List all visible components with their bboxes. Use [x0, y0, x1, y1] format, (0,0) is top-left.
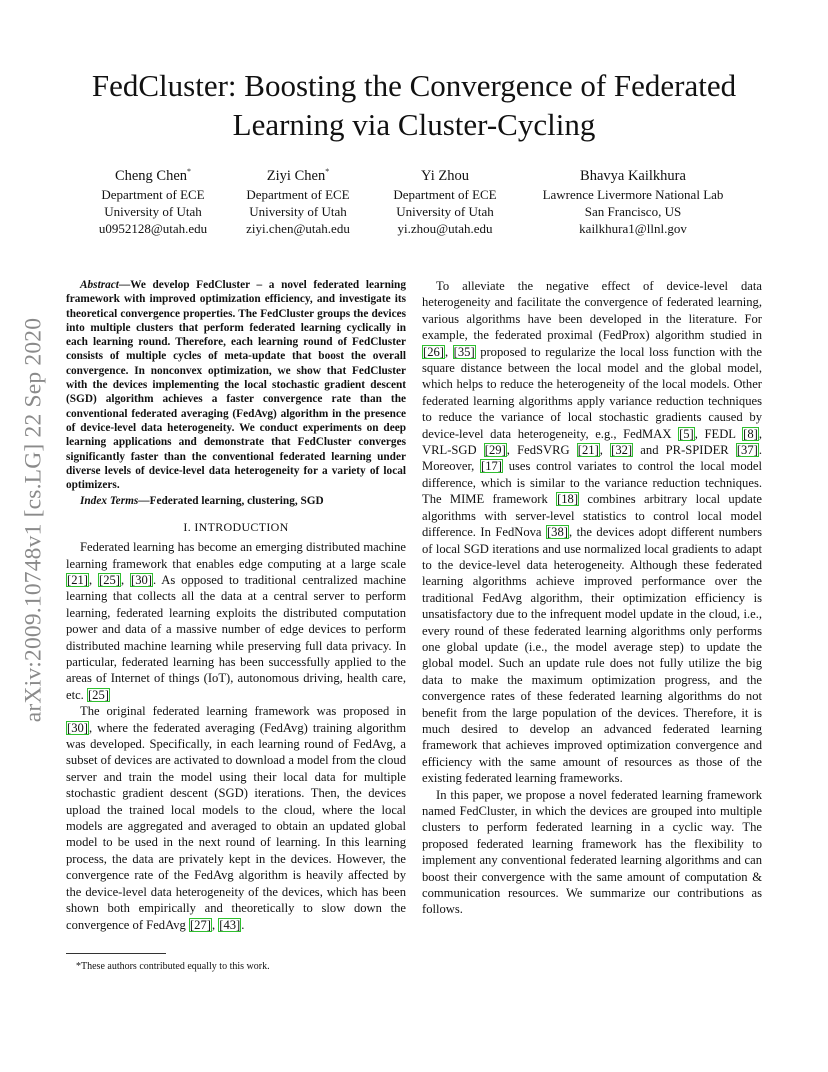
citation-link[interactable]: [30]: [67, 720, 88, 735]
paragraph: The original federated learning framework was proposed in [30], where the federated averaging (FedAvg) training algorithm was developed. Specifically, in each learning round of FedAvg, a subset of devices are activated to download a model from the cloud server and train the model using their local data for multiple stochastic gradient descent (SGD) iterations. Then, the devices upload the trained local models to the cloud, where the local models are aggregated and averaged to obtain an updated global model to be used in the next round of learning. In this learning process, the data are privately kept in the devices. However, the convergence rate of the FedAvg algorithm is heavily affected by the device-level data heterogeneity of the devices, which has been shown both empirically and theoretically to slow down the convergence of FedAvg [27], [43].: [66, 704, 406, 932]
section-heading: I. INTRODUCTION: [183, 519, 289, 534]
right-column: [422, 278, 762, 918]
footnote-divider: [66, 953, 166, 954]
author-institution: University of Utah: [249, 203, 347, 219]
paragraph: To alleviate the negative effect of device-level data heterogeneity and facilitate the convergence of federated learning, various algorithms have been developed in the literature. For example, the federated proximal (FedProx) algorithm studied in [26], [35] proposed to regularize the local loss function with the square distance between the local model and the global model, which helps to reduce the heterogeneity of the local models. Other federated learning algorithms apply variance reduction techniques to reduce the variance of local stochastic gradients caused by device-level data heterogeneity, e.g., FedMAX [5], FEDL [8], VRL-SGD [29], FedSVRG [21], [32] and PR-SPIDER [37]. Moreover, [17] uses control variates to control the local model difference, which is similar to the variance reduction techniques. The MIME framework [18] combines arbitrary local update algorithms with server-level statistics to control local model difference. In FedNova [38], the devices adopt different numbers of local SGD iterations and use normalized local gradients to adapt to the device-level data heterogeneity. Although these federated learning algorithms achieve improved performance over the traditional FedAvg algorithm, their optimization efficiency is unsatisfactory due to the infrequent model update in the cloud, i.e., every round of these federated learning algorithms only performs one global update (i.e., the model average step) to update the global model. Such an update rule does not fully utilize the big data to make the maximum optimization progress, and the convergence rates of these federated learning algorithms do not benefit from the large population of the devices. Therefore, it is much desired to develop an advanced federated learning framework that achieves improved optimization convergence and efficiency with the same amount of resources as those of the existing federated learning frameworks.: [422, 279, 763, 786]
author-email: ziyi.chen@utah.edu: [246, 220, 350, 236]
citation-link[interactable]: [30]: [131, 572, 152, 587]
author-email: yi.zhou@utah.edu: [397, 220, 493, 236]
author-affiliation: Department of ECE: [101, 186, 205, 202]
author-affiliation: Lawrence Livermore National Lab: [542, 186, 724, 202]
citation-link[interactable]: [25]: [99, 572, 120, 587]
footnote: *These authors contributed equally to this work.: [76, 961, 270, 972]
author-affiliation: Department of ECE: [246, 186, 350, 202]
author-block: [382, 162, 508, 237]
paper-title: FedCluster: Boosting the Convergence of Federated Learning via Cluster-Cycling: [91, 68, 737, 142]
citation-link[interactable]: [29]: [484, 443, 506, 458]
paragraph: Federated learning has become an emerging distributed machine learning framework that enables edge computing at a large scale [21], [25], [30]. As opposed to traditional centralized machine learning that collects all the data at a central server to perform learning, federated learning exploits the distributed computation power and data of a massive number of edge devices to perform distributed machine learning while preserving full data privacy. In particular, federated learning has been successfully applied to the areas of Internet of things (IoT), autonomous driving, health care, etc. [25]: [66, 540, 407, 702]
author-name: Bhavya Kailkhura: [580, 167, 686, 184]
arxiv-sidebar-stamp: [8, 285, 60, 755]
author-email: u0952128@utah.edu: [98, 220, 208, 236]
citation-link[interactable]: [27]: [189, 917, 211, 932]
left-column: [66, 278, 406, 933]
author-name: Cheng Chen*: [114, 167, 192, 184]
author-institution: University of Utah: [396, 203, 494, 219]
citation-link[interactable]: [35]: [453, 344, 475, 359]
citation-link[interactable]: [21]: [67, 572, 88, 587]
author-institution: University of Utah: [104, 203, 202, 219]
citation-link[interactable]: [26]: [423, 344, 444, 359]
citation-link[interactable]: [5]: [679, 426, 694, 441]
author-block: [88, 162, 218, 237]
author-institution: San Francisco, US: [584, 203, 682, 219]
author-name: Yi Zhou: [421, 167, 469, 184]
citation-link[interactable]: [8]: [743, 426, 758, 441]
author-block: [238, 162, 358, 237]
citation-link[interactable]: [21]: [577, 443, 599, 458]
citation-link[interactable]: [37]: [736, 443, 758, 458]
index-terms: Index Terms—Federated learning, clustering, SGD: [80, 495, 324, 508]
author-email: kailkhura1@llnl.gov: [579, 220, 687, 236]
author-name: Ziyi Chen*: [266, 167, 330, 184]
arxiv-id: arXiv:2009.10748v1 [cs.LG] 22 Sep 2020: [20, 317, 47, 723]
citation-link[interactable]: [17]: [481, 459, 502, 474]
citation-link[interactable]: [18]: [557, 492, 579, 507]
paragraph: In this paper, we propose a novel federated learning framework named FedCluster, in which the devices are grouped into multiple clusters to perform federated learning in a cyclic way. The proposed federated learning framework has the flexibility to implement any conventional federated learning algorithms and can boost their convergence with the same amount of computation & communication resources. We summarize our contributions as follows.: [422, 787, 762, 917]
citation-link[interactable]: [25]: [87, 687, 109, 702]
author-affiliation: Department of ECE: [393, 186, 497, 202]
abstract: Abstract—We develop FedCluster – a novel federated learning framework with improved optimization efficiency, and investigate its theoretical convergence properties. The FedCluster groups the devices into multiple clusters that perform federated learning cyclically in each learning round. Therefore, each learning round of FedCluster consists of multiple cycles of meta-update that boost the overall convergence. In nonconvex optimization, we show that FedCluster with the devices implementing the local stochastic gradient descent (SGD) algorithm achieves a faster convergence rate than the conventional federated averaging (FedAvg) algorithm in the presence of device-level data heterogeneity. We conduct experiments on deep learning applications and demonstrate that FedCluster converges significantly faster than the conventional federated learning under diverse levels of device-level data heterogeneity for a variety of local optimizers.: [66, 279, 406, 492]
citation-link[interactable]: [38]: [546, 525, 568, 540]
citation-link[interactable]: [32]: [611, 443, 633, 458]
author-block: [528, 162, 738, 237]
citation-link[interactable]: [43]: [219, 917, 241, 932]
